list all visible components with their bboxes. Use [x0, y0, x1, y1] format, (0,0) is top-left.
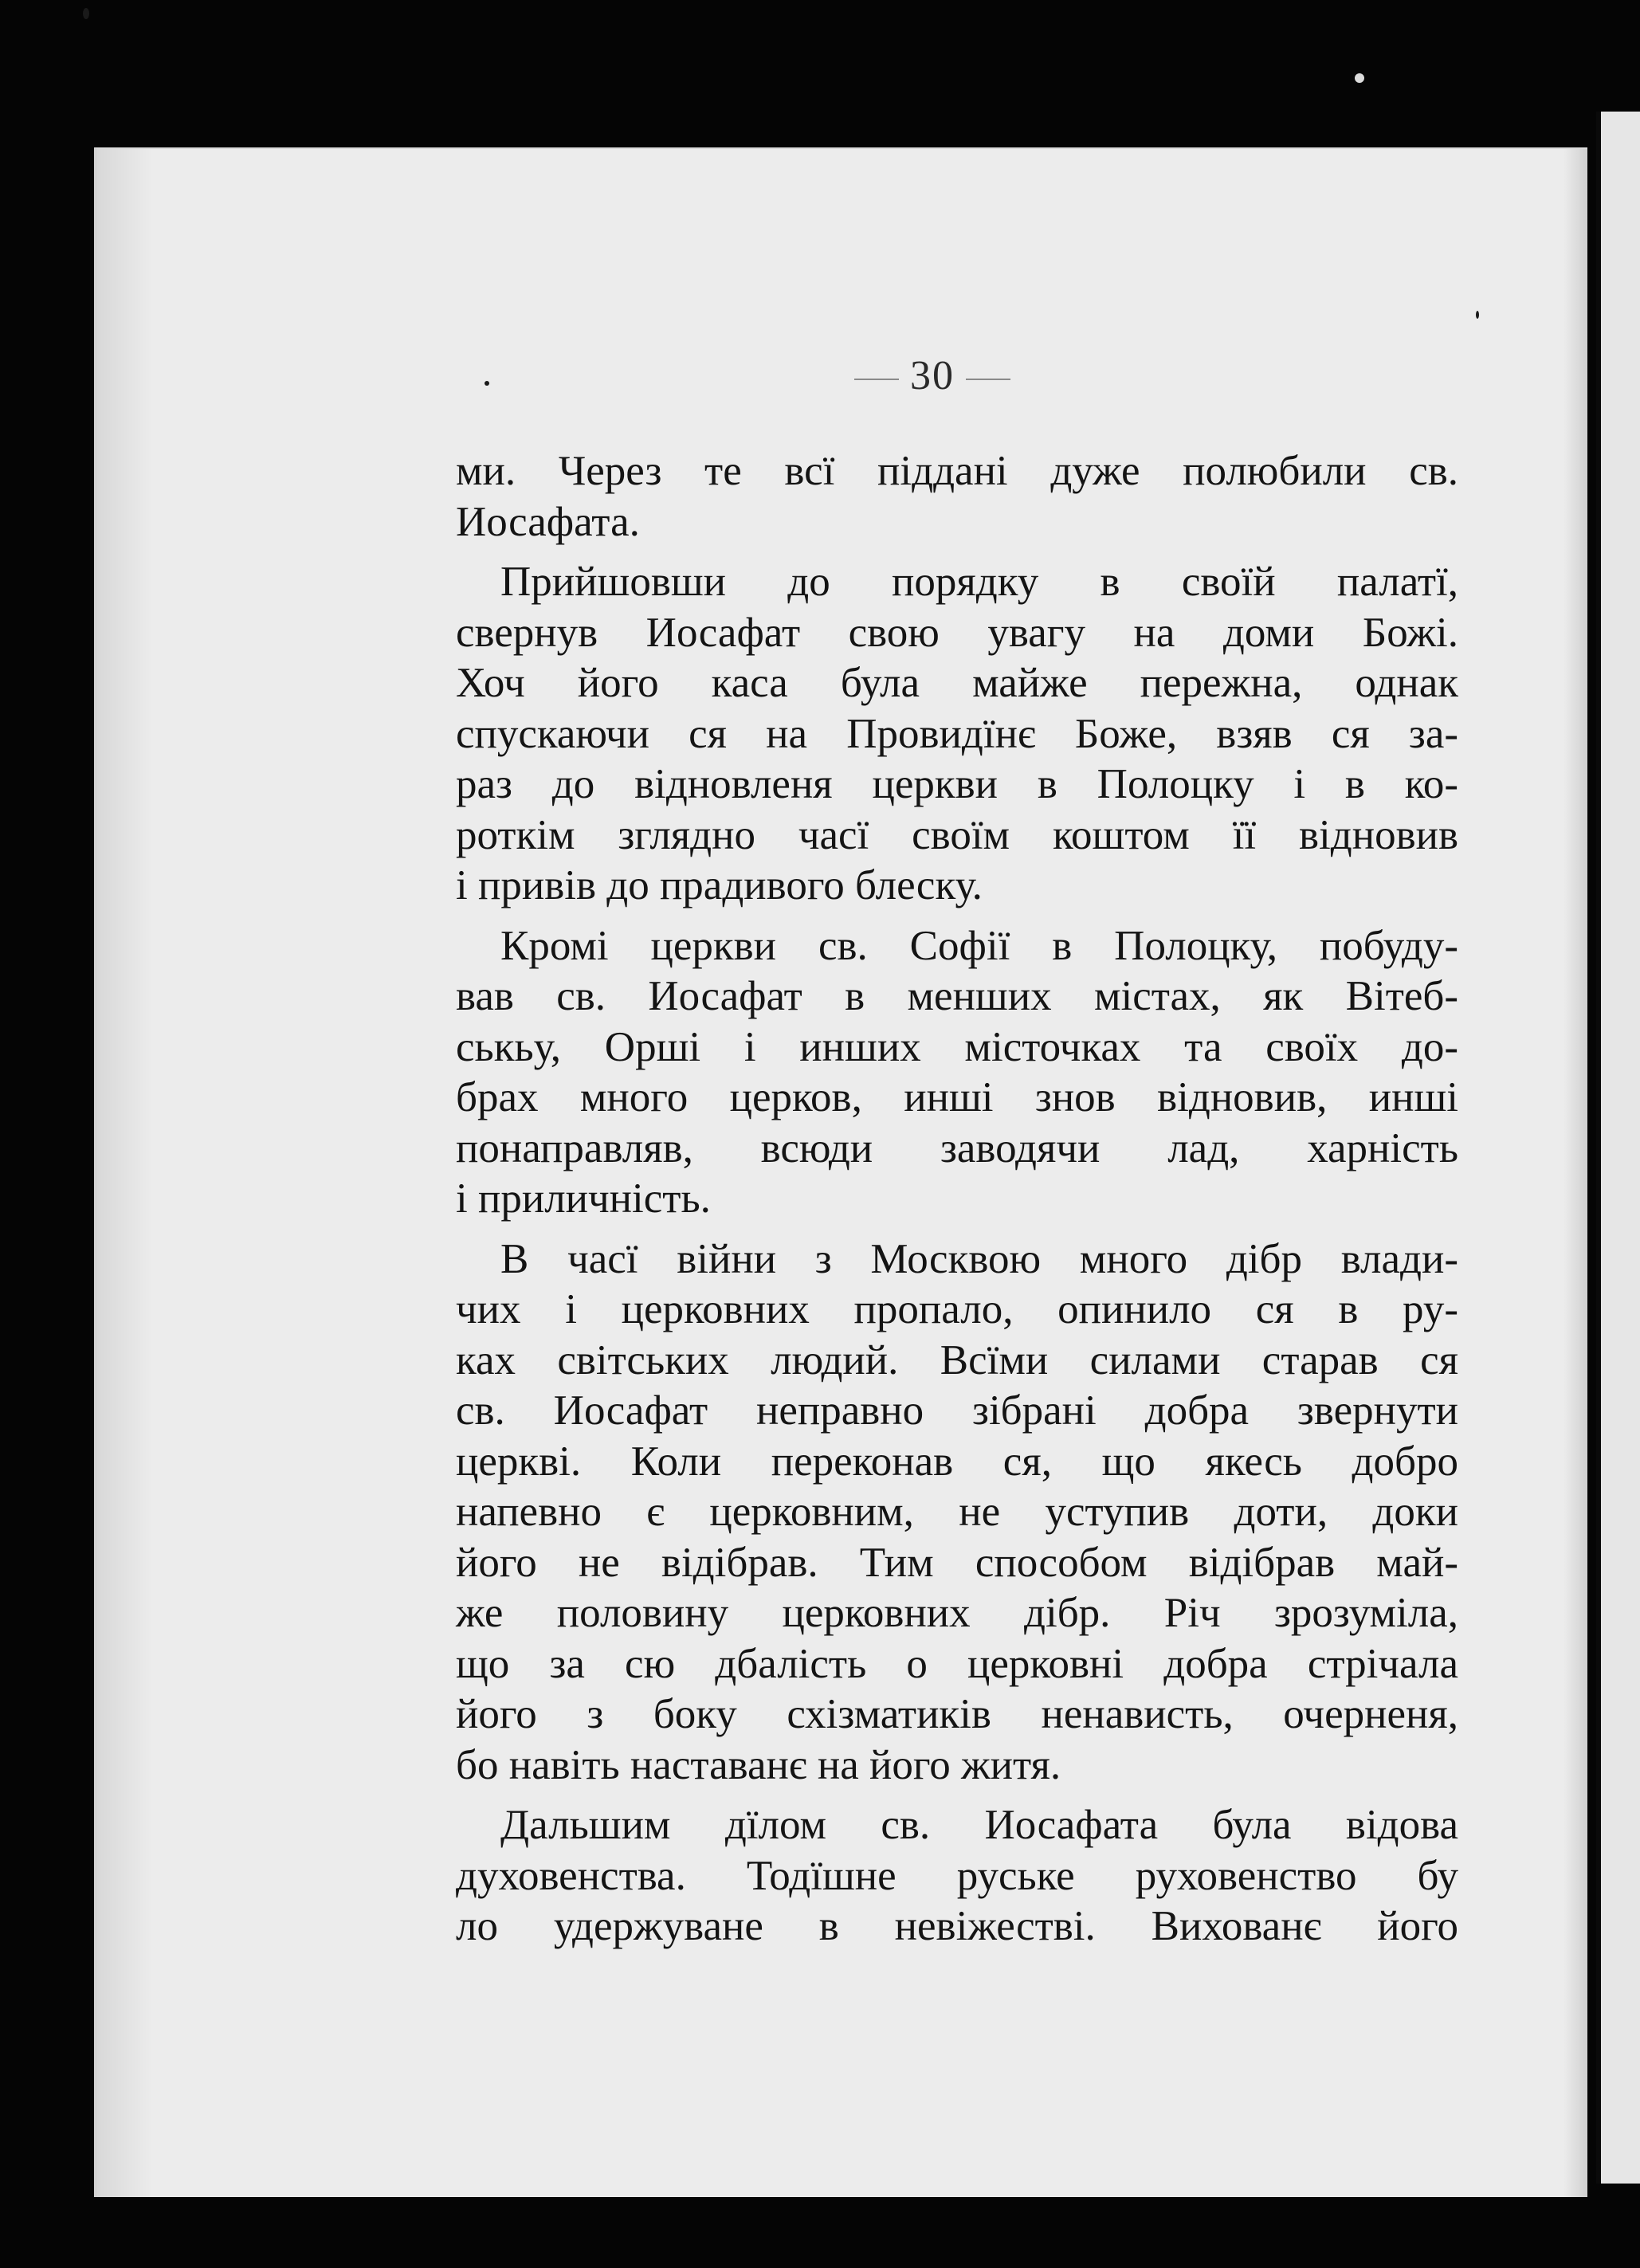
- scan-speck: [1476, 311, 1479, 319]
- page-number-dash-right: [966, 379, 1010, 380]
- scan-speck: [83, 8, 89, 19]
- paragraph: [456, 557, 1458, 912]
- text-line: понаправляв, всюди заводячи лад, харність: [456, 1124, 1458, 1171]
- next-page-edge: [1596, 112, 1640, 2184]
- scan-speck: [1355, 73, 1364, 83]
- text-line: свернув Иосафат свою увагу на доми Божі.: [456, 609, 1458, 656]
- text-line: його не відібрав. Тим способом відібрав май-: [456, 1539, 1458, 1586]
- text-line: св. Иосафат неправно зібрані добра звернути: [456, 1387, 1458, 1434]
- text-line: чих і церковних пропало, опинило ся в ру-: [456, 1286, 1458, 1332]
- text-line: Прийшовши до порядку в своїй палатї,: [500, 559, 1458, 605]
- text-line: напевно є церковним, не уступив доти, доки: [456, 1489, 1458, 1535]
- page-body-text: [456, 446, 1458, 1962]
- text-line: В часї війни з Москвою много дібр влади-: [500, 1235, 1458, 1282]
- paragraph: [456, 446, 1458, 547]
- paragraph: [456, 1234, 1458, 1791]
- paragraph: [456, 921, 1458, 1225]
- text-line: же половину церковних дібр. Річ зрозуміла,: [456, 1590, 1458, 1636]
- page-number-dash-left: [854, 379, 899, 380]
- text-line: брах много церков, инші знов відновив, инші: [456, 1074, 1458, 1120]
- text-line: і приличність.: [456, 1175, 711, 1222]
- text-line: Иосафата.: [456, 498, 640, 545]
- text-line: ло удержуване в невіжестві. Вихованє його: [456, 1903, 1458, 1949]
- text-line: бо навіть наставанє на його житя.: [456, 1741, 1061, 1788]
- text-line: ми. Через те всї піддані дуже полюбили св.: [456, 448, 1458, 494]
- text-line: спускаючи ся на Провидїнє Боже, взяв ся за-: [456, 710, 1458, 757]
- text-line: що за сю дбалість о церковні добра стрічала: [456, 1640, 1458, 1687]
- text-line: і привів до прадивого блеску.: [456, 862, 983, 908]
- paragraph: [456, 1800, 1458, 1952]
- text-line: раз до відновленя церкви в Полоцку і в ко-: [456, 761, 1458, 807]
- text-line: ках світських людий. Всїми силами старав ся: [456, 1336, 1458, 1383]
- page-shadow: [1563, 149, 1587, 2197]
- scan-speck: [485, 381, 489, 386]
- text-line: духовенства. Тодїшне руське руховенство бу: [456, 1852, 1458, 1899]
- text-line: Хоч його каса була майже пережна, однак: [456, 660, 1458, 706]
- page-number: [837, 352, 1028, 399]
- text-line: ськьу, Орші і инших місточках та своїх до-: [456, 1023, 1458, 1070]
- text-line: його з боку схізматиків ненависть, очерненя,: [456, 1691, 1458, 1737]
- text-line: вав св. Иосафат в менших містах, як Вітеб-: [456, 973, 1458, 1019]
- text-line: Дальшим дїлом св. Иосафата була відова: [500, 1802, 1458, 1848]
- text-line: Кромі церкви св. Софії в Полоцку, побуду-: [500, 922, 1458, 969]
- text-line: роткім зглядно часї своїм коштом її відновив: [456, 811, 1458, 858]
- text-line: церкві. Коли переконав ся, що якесь добро: [456, 1438, 1458, 1485]
- page-number-value: 30: [910, 353, 955, 398]
